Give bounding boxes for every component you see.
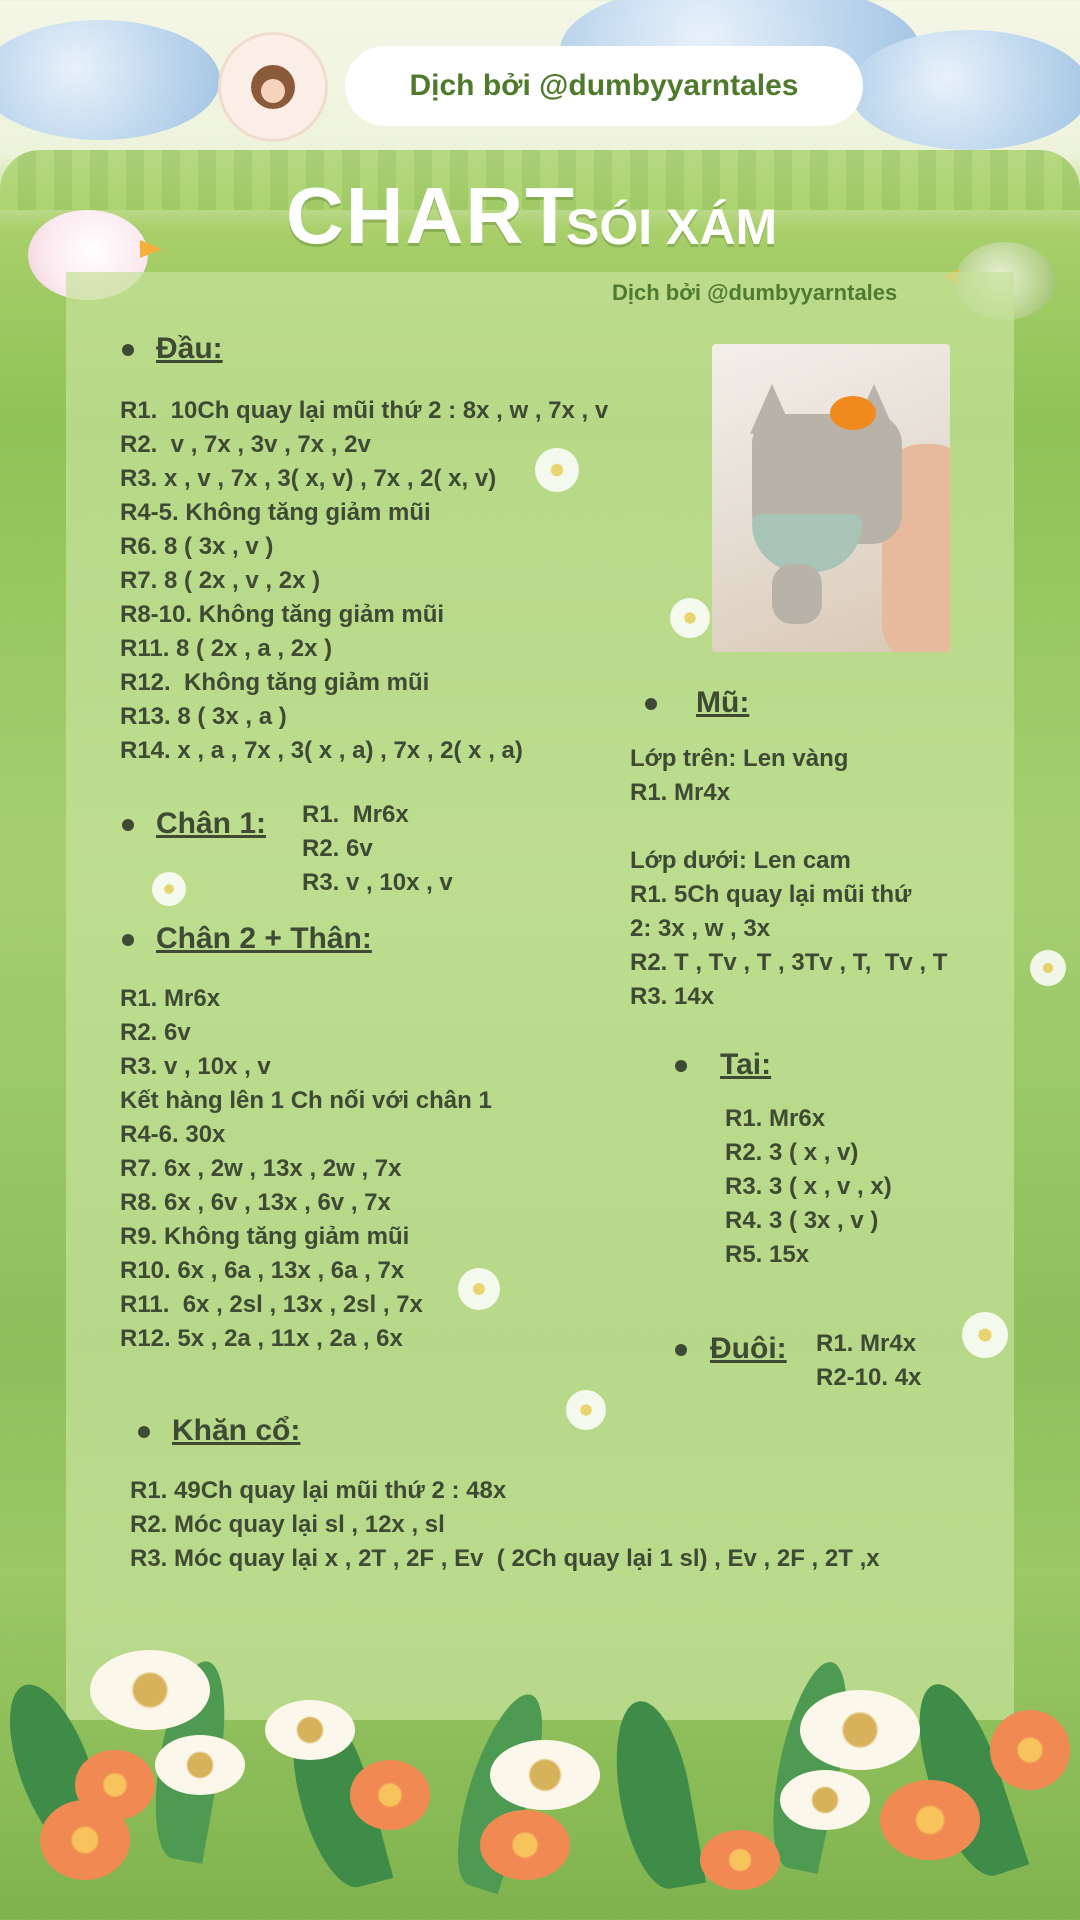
bullet <box>675 1060 687 1072</box>
bullet <box>645 698 657 710</box>
flower-icon <box>962 1312 1008 1358</box>
credit-pill-text: Dịch bởi @dumbyyarntales <box>409 69 799 102</box>
flower-icon <box>566 1390 606 1430</box>
logo-icon <box>218 32 328 142</box>
section-body-dau: R1. 10Ch quay lại mũi thứ 2 : 8x , w , 7x , v R2. v , 7x , 3v , 7x , 2v R3. x , v , 7x , 3( x, v) , 7x , 2( x, v) R4-5. Không tăng giảm mũi R6. 8 ( 3x , v ) R7. 8 ( 2x , v , 2x ) R8-10. Không tăng giảm mũi R11. 8 ( 2x , a , 2x ) R12. Không tăng giảm mũi R13. 8 ( 3x , a ) R14. x , a , 7x , 3( x , a) , 7x , 2( x , a) <box>120 397 609 764</box>
page-subtitle: SÓI XÁM <box>566 199 778 255</box>
page-title: CHART <box>286 171 576 260</box>
cloud-far-right <box>850 30 1080 150</box>
section-title-mu: Mũ: <box>696 686 750 719</box>
bullet <box>138 1426 150 1438</box>
credit-pill <box>345 46 863 126</box>
bullet <box>675 1344 687 1356</box>
section-title-chan2: Chân 2 + Thân: <box>156 922 372 955</box>
section-body-chan2: R1. Mr6x R2. 6v R3. v , 10x , v Kết hàng lên 1 Ch nối với chân 1 R4-6. 30x R7. 6x , 2w , 13x , 2w , 7x R8. 6x , 6v , 13x , 6v , 7x R9. Không tăng giảm mũi R10. 6x , 6a , 13x , 6a , 7x R11. 6x , 2sl , 13x , 2sl , 7x R12. 5x , 2a , 11x , 2a , 6x <box>120 985 492 1352</box>
flower-icon <box>670 598 710 638</box>
bullet <box>122 934 134 946</box>
section-body-duoi: R1. Mr4x R2-10. 4x <box>816 1330 922 1391</box>
flower-icon <box>152 872 186 906</box>
section-title-dau: Đầu: <box>156 332 223 365</box>
section-body-tai: R1. Mr6x R2. 3 ( x , v) R3. 3 ( x , v , x) R4. 3 ( 3x , v ) R5. 15x <box>725 1105 892 1268</box>
section-title-chan1: Chân 1: <box>156 807 267 840</box>
garden-decoration <box>0 1560 1080 1920</box>
section-title-tai: Tai: <box>720 1048 772 1081</box>
credit-small: Dịch bởi @dumbyyarntales <box>612 280 898 305</box>
section-title-khan: Khăn cổ: <box>172 1414 301 1447</box>
cloud-left <box>0 20 220 140</box>
section-body-mu: Lớp trên: Len vàng R1. Mr4x Lớp dưới: Len cam R1. 5Ch quay lại mũi thứ 2: 3x , w , 3x R2. T , Tv , T , 3Tv , T, Tv , T R3. 14x <box>630 745 948 1010</box>
flower-icon <box>1030 950 1066 986</box>
section-body-chan1: R1. Mr6x R2. 6v R3. v , 10x , v <box>302 801 453 896</box>
section-title-duoi: Đuôi: <box>710 1332 787 1365</box>
bullet <box>122 344 134 356</box>
bullet <box>122 819 134 831</box>
section-body-khan: R1. 49Ch quay lại mũi thứ 2 : 48x R2. Móc quay lại sl , 12x , sl R3. Móc quay lại x , 2T , 2F , Ev ( 2Ch quay lại 1 sl) , Ev , 2F , 2T ,x <box>130 1477 880 1572</box>
amigurumi-photo <box>712 344 950 652</box>
